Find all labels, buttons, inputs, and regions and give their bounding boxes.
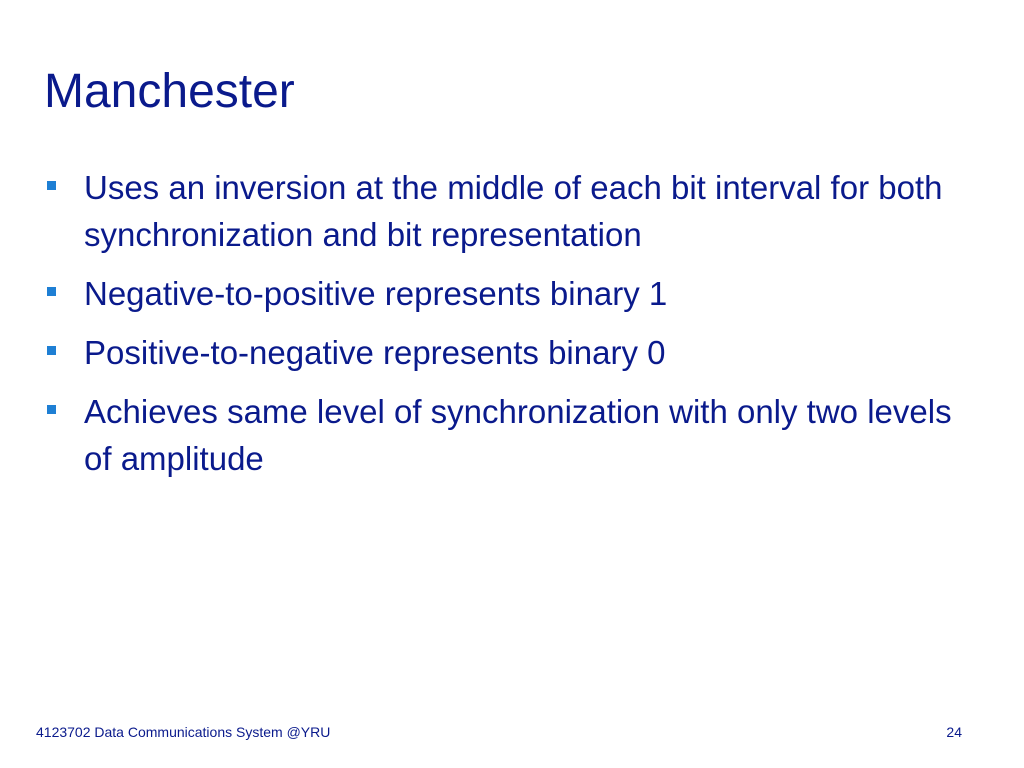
bullet-list xyxy=(0,164,1024,494)
square-bullet-icon xyxy=(47,346,56,355)
bullet-text: Negative-to-positive represents binary 1 xyxy=(84,275,668,312)
bullet-text: Uses an inversion at the middle of each bit interval for both synchronization and bit representation xyxy=(84,169,943,253)
bullet-text: Positive-to-negative represents binary 0 xyxy=(84,334,666,371)
slide-title: Manchester xyxy=(44,65,295,118)
square-bullet-icon xyxy=(47,287,56,296)
bullet-item xyxy=(0,270,1024,317)
square-bullet-icon xyxy=(47,405,56,414)
bullet-item xyxy=(0,164,1024,258)
bullet-item xyxy=(0,388,1024,482)
square-bullet-icon xyxy=(47,181,56,190)
footer-course-label: 4123702 Data Communications System @YRU xyxy=(36,724,331,740)
bullet-text: Achieves same level of synchronization with only two levels of amplitude xyxy=(84,393,952,477)
bullet-item xyxy=(0,329,1024,376)
page-number: 24 xyxy=(946,724,962,740)
